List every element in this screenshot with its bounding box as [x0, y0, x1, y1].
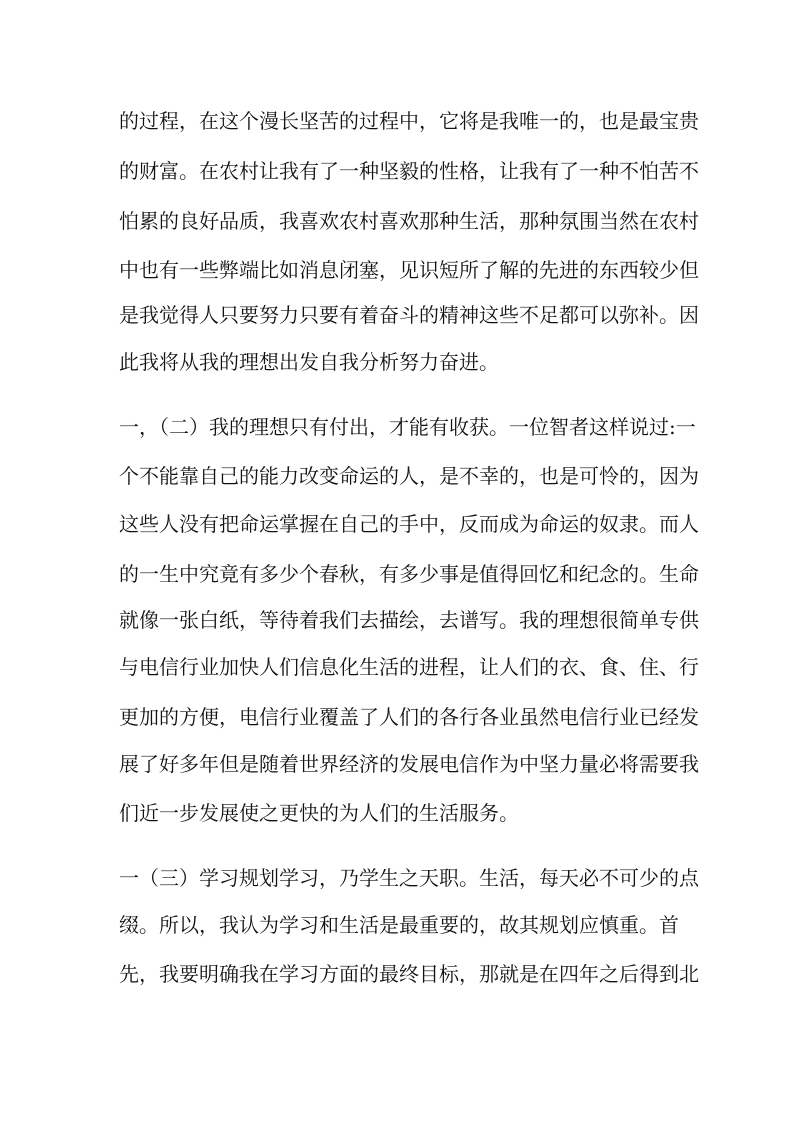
text-line: 的财富。在农村让我有了一种坚毅的性格，让我有了一种不怕苦不: [119, 159, 699, 183]
text-line: 与电信行业加快人们信息化生活的进程，让人们的衣、食、住、行: [119, 655, 699, 679]
text-line: 个不能靠自己的能力改变命运的人，是不幸的，也是可怜的，因为: [119, 464, 699, 488]
text-line: 中也有一些弊端比如消息闭塞，见识短所了解的先进的东西较少但: [119, 258, 699, 282]
text-line: 就像一张白纸，等待着我们去描绘，去谱写。我的理想很简单专供: [119, 608, 699, 632]
text-line: 更加的方便，电信行业覆盖了人们的各行各业虽然电信行业已经发: [119, 705, 699, 729]
text-line: 一，（二）我的理想只有付出，才能有收获。一位智者这样说过:一: [119, 415, 696, 439]
text-line: 缀。所以，我认为学习和生活是最重要的，故其规划应慎重。首: [119, 913, 679, 937]
text-line: 一（三）学习规划学习，乃学生之天职。生活，每天必不可少的点: [119, 866, 699, 890]
text-line: 的过程，在这个漫长坚苦的过程中，它将是我唯一的，也是最宝贵: [119, 109, 699, 133]
text-line: 们近一步发展使之更快的为人们的生活服务。: [119, 801, 519, 825]
text-line: 展了好多年但是随着世界经济的发展电信作为中坚力量必将需要我: [119, 752, 699, 776]
text-line: 怕累的良好品质，我喜欢农村喜欢那种生活，那种氛围当然在农村: [119, 209, 699, 233]
text-line: 是我觉得人只要努力只要有着奋斗的精神这些不足都可以弥补。因: [119, 303, 699, 327]
text-line: 这些人没有把命运掌握在自己的手中，反而成为命运的奴隶。而人: [119, 512, 699, 536]
text-line: 的一生中究竟有多少个春秋，有多少事是值得回忆和纪念的。生命: [119, 562, 699, 586]
text-line: 此我将从我的理想出发自我分析努力奋进。: [119, 350, 499, 374]
text-line: 先，我要明确我在学习方面的最终目标，那就是在四年之后得到北: [119, 962, 699, 986]
